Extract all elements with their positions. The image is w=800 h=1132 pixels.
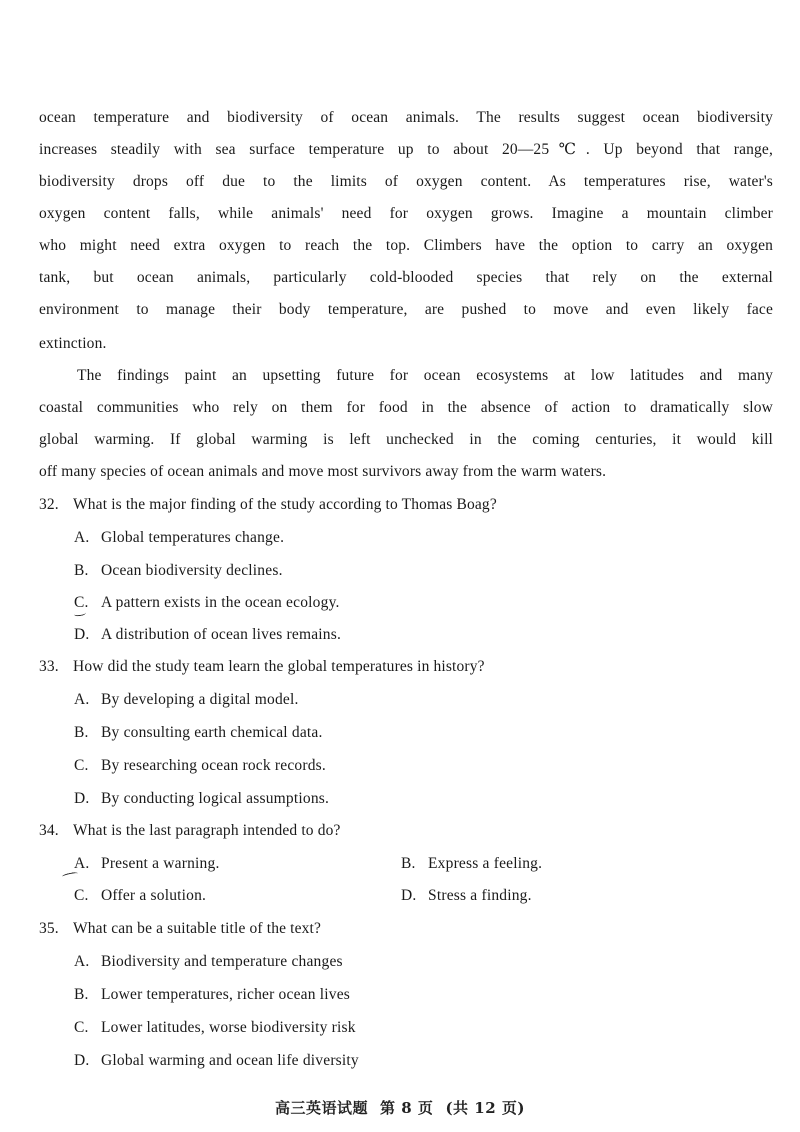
passage-line: extinction. <box>39 335 107 352</box>
handwritten-dash-mark <box>62 871 78 878</box>
question-text: What can be a suitable title of the text? <box>73 920 322 937</box>
passage-line: increases steadily with sea surface temperature up to about 20—25℃. Up beyond that range, <box>39 141 773 158</box>
option-text: A pattern exists in the ocean ecology. <box>101 594 340 611</box>
question-text: What is the major finding of the study according to Thomas Boag? <box>73 496 497 513</box>
option-d[interactable] <box>401 886 532 906</box>
option-text: Global warming and ocean life diversity <box>101 1052 359 1069</box>
option-letter: B. <box>74 562 89 579</box>
passage-line: biodiversity drops off due to the limits of oxygen content. As temperatures rise, water's <box>39 173 773 190</box>
question-stem <box>39 821 773 841</box>
option-letter: C. <box>74 593 101 613</box>
footer-total-pages: (共 12 页) <box>445 1099 525 1117</box>
option-letter: C. <box>74 887 89 904</box>
option-d[interactable] <box>74 625 341 645</box>
option-text: Present a warning. <box>101 855 220 872</box>
option-c[interactable] <box>74 886 206 906</box>
option-a[interactable] <box>74 528 284 548</box>
option-letter: B. <box>74 986 89 1003</box>
option-c[interactable] <box>74 756 326 776</box>
option-c[interactable] <box>74 593 340 613</box>
option-text: Biodiversity and temperature changes <box>101 953 343 970</box>
question-number: 33. <box>39 658 59 675</box>
passage-line: coastal communities who rely on them for food in the absence of action to dramatically slow <box>39 399 773 416</box>
option-letter: D. <box>401 887 417 904</box>
option-text: Express a feeling. <box>428 855 543 872</box>
option-b[interactable] <box>401 854 542 874</box>
option-letter: D. <box>74 626 90 643</box>
option-text: Offer a solution. <box>101 887 207 904</box>
passage-line: global warming. If global warming is left unchecked in the coming centuries, it would kill <box>39 431 773 448</box>
option-text: Global temperatures change. <box>101 529 285 546</box>
option-text: A distribution of ocean lives remains. <box>101 626 342 643</box>
passage-line: environment to manage their body temperature, are pushed to move and even likely face <box>39 301 773 318</box>
option-text: By developing a digital model. <box>101 691 299 708</box>
question-stem <box>39 495 773 515</box>
option-letter: A. <box>74 529 90 546</box>
option-text: Stress a finding. <box>428 887 532 904</box>
question-number: 32. <box>39 496 59 513</box>
question-stem <box>39 919 773 939</box>
option-letter: D. <box>74 1052 90 1069</box>
option-letter: C. <box>74 1019 89 1036</box>
option-letter: B. <box>401 855 416 872</box>
option-text: Lower latitudes, worse biodiversity risk <box>101 1019 356 1036</box>
question-number: 35. <box>39 920 59 937</box>
option-text: Lower temperatures, richer ocean lives <box>101 986 351 1003</box>
question-number: 34. <box>39 822 59 839</box>
page-footer <box>0 1097 800 1118</box>
passage-line: oxygen content falls, while animals' need for oxygen grows. Imagine a mountain climber <box>39 205 773 222</box>
passage-line: who might need extra oxygen to reach the top. Climbers have the option to carry an oxygen <box>39 237 773 254</box>
question-text: How did the study team learn the global temperatures in history? <box>73 658 485 675</box>
option-d[interactable] <box>74 789 329 809</box>
option-letter: C. <box>74 757 89 774</box>
option-b[interactable] <box>74 985 350 1005</box>
option-text: By researching ocean rock records. <box>101 757 326 774</box>
option-b[interactable] <box>74 561 283 581</box>
option-text: By conducting logical assumptions. <box>101 790 330 807</box>
passage-line: ocean temperature and biodiversity of ocean animals. The results suggest ocean biodiversity <box>39 109 773 126</box>
option-b[interactable] <box>74 723 323 743</box>
option-letter: D. <box>74 790 90 807</box>
passage-line: The findings paint an upsetting future for ocean ecosystems at low latitudes and many <box>77 367 773 384</box>
passage-line: tank, but ocean animals, particularly cold-blooded species that rely on the external <box>39 269 773 286</box>
passage-line: off many species of ocean animals and move most survivors away from the warm waters. <box>39 463 607 480</box>
question-stem <box>39 657 773 677</box>
option-d[interactable] <box>74 1051 359 1071</box>
option-text: By consulting earth chemical data. <box>101 724 323 741</box>
option-letter: A. <box>74 691 90 708</box>
handwritten-underline-mark <box>74 610 87 617</box>
option-text: Ocean biodiversity declines. <box>101 562 283 579</box>
question-text: What is the last paragraph intended to do? <box>73 822 341 839</box>
footer-page-number: 第 8 页 <box>380 1099 434 1117</box>
footer-subject: 高三英语试题 <box>275 1099 369 1117</box>
option-a[interactable] <box>74 952 343 972</box>
option-letter: B. <box>74 724 89 741</box>
option-a[interactable] <box>74 690 299 710</box>
option-letter: A. <box>74 953 90 970</box>
option-a[interactable] <box>74 854 220 874</box>
option-letter: A. <box>74 855 90 872</box>
option-c[interactable] <box>74 1018 356 1038</box>
